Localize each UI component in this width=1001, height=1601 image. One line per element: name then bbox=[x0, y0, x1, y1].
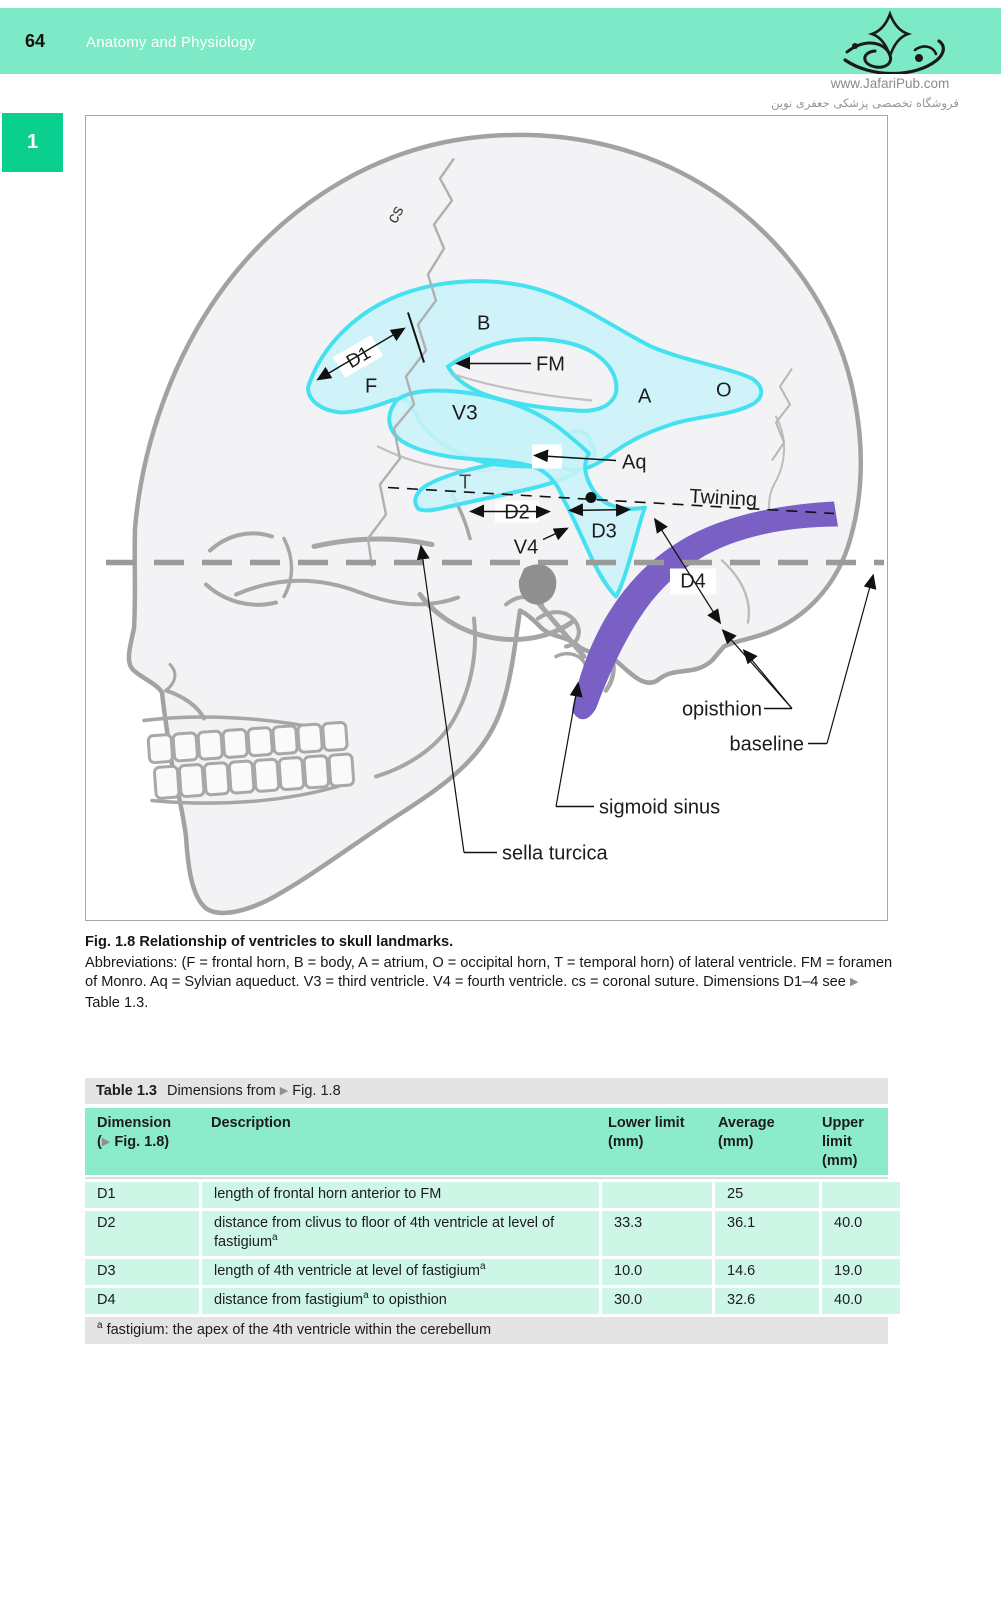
label-d1: D1 bbox=[342, 342, 375, 373]
label-sigmoid-sinus: sigmoid sinus bbox=[599, 796, 721, 819]
table-row bbox=[85, 1211, 888, 1256]
table-row bbox=[85, 1288, 888, 1314]
label-third-ventricle: V3 bbox=[452, 401, 478, 425]
cell-upper: 19.0 bbox=[822, 1259, 900, 1285]
label-opisthion: opisthion bbox=[681, 698, 762, 721]
cell-lower bbox=[602, 1182, 712, 1208]
cell-lower: 30.0 bbox=[602, 1288, 712, 1314]
col-header-description: Description bbox=[211, 1115, 291, 1131]
label-frontal-horn: F bbox=[365, 375, 378, 398]
cell-average: 25 bbox=[715, 1182, 819, 1208]
cell-description: length of 4th ventricle at level of fastigium$^a$ bbox=[202, 1259, 599, 1285]
label-d4: D4 bbox=[680, 570, 706, 593]
cell-description: distance from fastigium$^a$ to opisthion bbox=[202, 1288, 599, 1314]
chapter-tab: 1 bbox=[2, 113, 63, 172]
cell-upper: 40.0 bbox=[822, 1288, 900, 1314]
cell-lower: 10.0 bbox=[602, 1259, 712, 1285]
publisher-url: www.JafariPub.com bbox=[830, 76, 950, 91]
label-coronal-suture: cs bbox=[382, 202, 408, 227]
label-twining: Twining bbox=[688, 485, 758, 512]
label-aqueduct: Aq bbox=[622, 451, 647, 474]
table-1-3 bbox=[85, 1078, 888, 1344]
label-atrium: A bbox=[638, 385, 652, 408]
calligraphy-icon bbox=[795, 10, 985, 74]
cell-lower: 33.3 bbox=[602, 1211, 712, 1256]
table-row bbox=[85, 1259, 888, 1285]
caption-fig-title: Relationship of ventricles to skull landmarks. bbox=[139, 934, 454, 950]
table-title: Table 1.3 Dimensions from ▶ Fig. 1.8 bbox=[85, 1078, 888, 1104]
col-header-average: Average (mm) bbox=[718, 1115, 775, 1150]
publisher-tagline: فروشگاه تخصصی پزشکی جعفری نوین bbox=[771, 96, 959, 110]
cell-upper bbox=[822, 1182, 900, 1208]
label-d2: D2 bbox=[504, 501, 530, 524]
label-foramen-monro: FM bbox=[536, 353, 565, 376]
cell-average: 32.6 bbox=[715, 1288, 819, 1314]
jafaripub-logo bbox=[795, 10, 985, 79]
label-temporal-horn: T bbox=[459, 471, 472, 494]
ref-arrow-icon: ▶ bbox=[101, 1136, 111, 1148]
label-occipital-horn: O bbox=[716, 379, 732, 402]
cell-description: length of frontal horn anterior to FM bbox=[202, 1182, 599, 1208]
caption-fig-number: Fig. 1.8 bbox=[85, 934, 136, 950]
page-number: 64 bbox=[25, 31, 46, 51]
twining-midpoint-dot bbox=[586, 492, 597, 503]
table-row bbox=[85, 1182, 888, 1208]
figure-1-8 bbox=[85, 115, 888, 921]
table-footnote: $^a$ fastigium: the apex of the 4th ventricle within the cerebellum bbox=[85, 1317, 888, 1344]
cell-upper: 40.0 bbox=[822, 1211, 900, 1256]
col-header-upper-limit: Upper limit (mm) bbox=[822, 1115, 864, 1169]
label-baseline: baseline bbox=[729, 733, 804, 756]
table-number: Table 1.3 bbox=[96, 1083, 157, 1099]
ref-arrow-icon: ▶ bbox=[849, 976, 859, 988]
col-header-dimension: Dimension (▶ Fig. 1.8) bbox=[97, 1115, 172, 1150]
figure-caption bbox=[85, 933, 893, 1013]
cell-dimension: D4 bbox=[85, 1288, 199, 1314]
cell-dimension: D2 bbox=[85, 1211, 199, 1256]
label-d3: D3 bbox=[591, 520, 617, 543]
cell-dimension: D3 bbox=[85, 1259, 199, 1285]
running-header-title: Anatomy and Physiology bbox=[86, 34, 256, 51]
label-v4: V4 bbox=[513, 536, 539, 559]
table-header-row bbox=[85, 1108, 888, 1175]
cell-dimension: D1 bbox=[85, 1182, 199, 1208]
cell-average: 14.6 bbox=[715, 1259, 819, 1285]
label-sella-turcica: sella turcica bbox=[502, 842, 608, 865]
ref-arrow-icon: ▶ bbox=[279, 1085, 289, 1097]
figure-1-8-diagram bbox=[86, 116, 887, 920]
caption-abbreviations: Abbreviations: (F = frontal horn, B = body, A = atrium, O = occipital horn, T = temporal horn) of lateral ventricle. FM = foramen of Monro. Aq = Sylvian aqueduct. V3 = third ventricle. V4 = fourth ventricle. cs = coronal suture. Dimensions D1–4 see ▶ Table 1.3. bbox=[85, 954, 893, 1011]
cell-average: 36.1 bbox=[715, 1211, 819, 1256]
cell-description: distance from clivus to floor of 4th ventricle at level of fastigium$^a$ bbox=[202, 1211, 599, 1256]
label-body: B bbox=[477, 312, 491, 335]
col-header-lower-limit: Lower limit (mm) bbox=[608, 1115, 685, 1150]
